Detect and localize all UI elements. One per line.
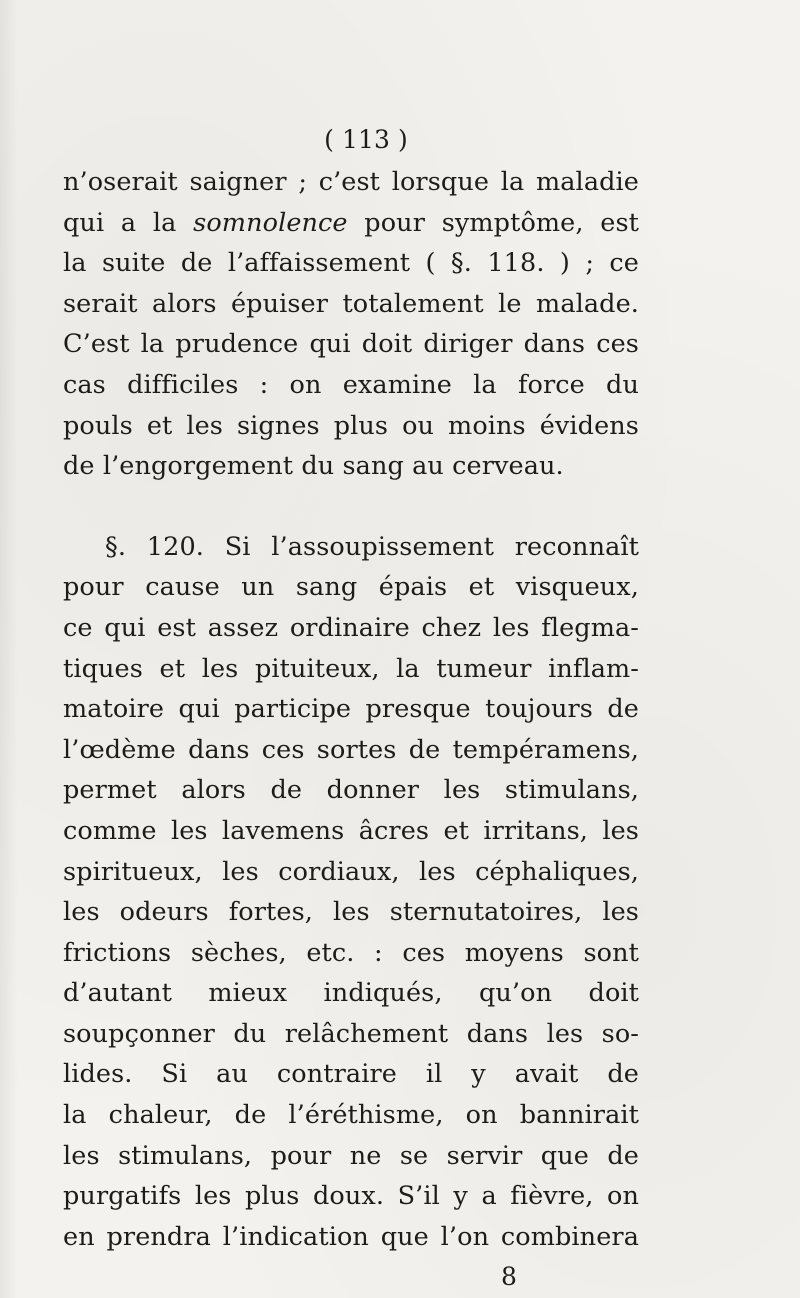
text-line: spiritueux, les cordiaux, les céphaliques, [63,856,639,887]
text-line: C’est la prudence qui doit diriger dans ces [63,329,639,360]
page-number: ( 113 ) [324,125,408,154]
text-line: n’oserait saigner ; c’est lorsque la maladie [63,167,639,197]
text-line: en prendra l’indication que l’on combinera [63,1221,639,1252]
text-line: de l’engorgement du sang au cerveau. [63,451,564,482]
signature-mark: 8 [500,1262,517,1292]
text-line: lides. Si au contraire il y avait de [63,1059,639,1090]
text-line: pouls et les signes plus ou moins évidens [63,410,639,441]
paragraph-gap [63,487,639,527]
text-line: matoire qui participe presque toujours de [63,694,639,725]
text-line: ce qui est assez ordinaire chez les flegma- [63,612,639,643]
text-line: permet alors de donner les stimulans, [63,775,639,806]
text-line: comme les lavemens âcres et irritans, les [63,815,639,846]
italic-term: somnolence [193,207,348,238]
text-line: les stimulans, pour ne se servir que de [63,1140,639,1171]
text-line: qui a la somnolence pour symptôme, est [63,207,639,238]
text-line: la suite de l’affaissement ( §. 118. ) ; ce [63,248,639,279]
text-line: la chaleur, de l’éréthisme, on bannirait [63,1100,639,1131]
text-line: purgatifs les plus doux. S’il y a fièvre, on [63,1181,639,1212]
paragraph-1 [63,162,639,487]
text-line: l’œdème dans ces sortes de tempéramens, [63,734,639,765]
text-line: cas difficiles : on examine la force du [63,369,639,400]
text-line: les odeurs fortes, les sternutatoires, les [63,897,639,928]
text-line: §. 120. Si l’assoupissement reconnaît [105,531,639,562]
text-line: frictions sèches, etc. : ces moyens sont [63,937,639,968]
page-text [63,118,639,1297]
text-line: serait alors épuiser totalement le malade. [63,288,639,319]
text-line: pour cause un sang épais et visqueux, [63,572,639,603]
text-line: soupçonner du relâchement dans les so- [63,1018,639,1049]
text-line: d’autant mieux indiqués, qu’on doit [63,978,639,1009]
text-line: tiques et les pituiteux, la tumeur inflam- [63,653,639,684]
paragraph-2 [63,527,639,1258]
